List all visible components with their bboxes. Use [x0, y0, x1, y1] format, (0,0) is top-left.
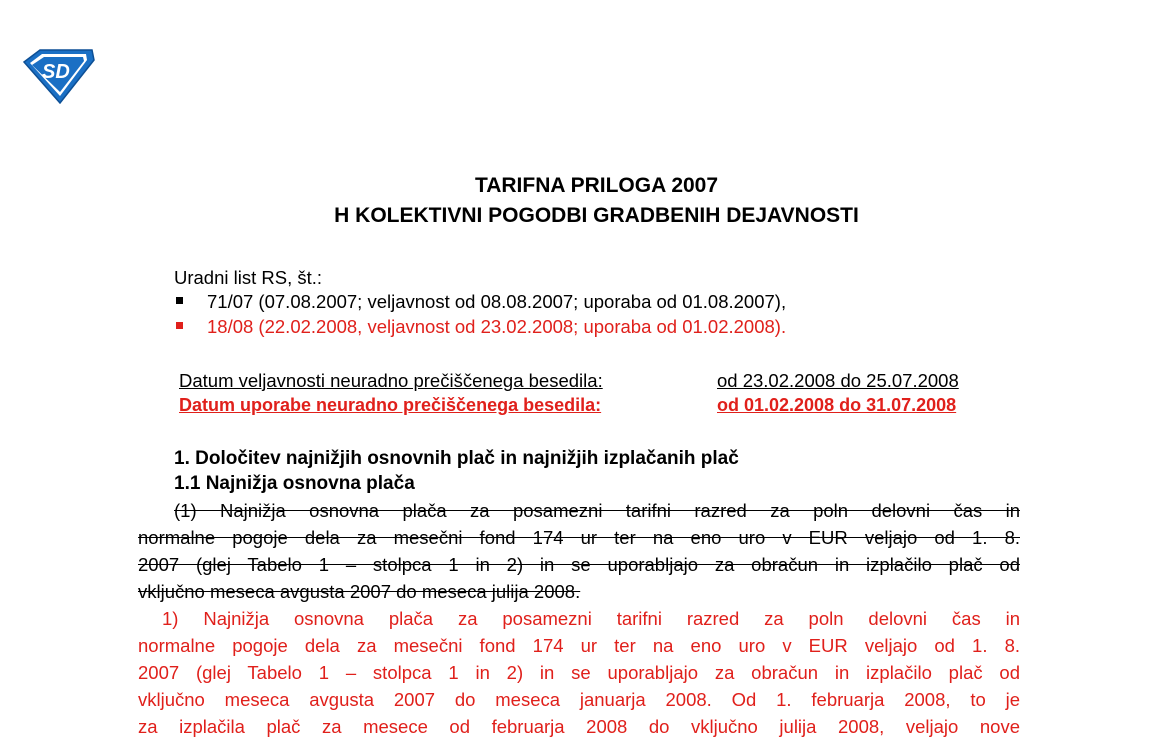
new-paragraph-line: normalne pogoje dela za mesečni fond 174 ur ter na eno uro v EUR veljajo od 1. 8. [138, 635, 1020, 656]
gazette-label: Uradni list RS, št.: [174, 267, 323, 288]
section-1-1-heading: 1.1 Najnižja osnovna plača [174, 473, 415, 494]
old-paragraph-line: normalne pogoje dela za mesečni fond 174 ur ter na eno uro v EUR veljajo od 1. 8. [138, 527, 1020, 548]
old-paragraph-line: vključno meseca avgusta 2007 do meseca julija 2008. [138, 581, 581, 602]
section-1-heading: 1. Določitev najnižjih osnovnih plač in najnižjih izplačanih plač [174, 448, 739, 469]
new-paragraph-line: vključno meseca avgusta 2007 do meseca januarja 2008. Od 1. februarja 2008, to je [138, 689, 1020, 710]
old-paragraph-line: (1) Najnižja osnovna plača za posamezni tarifni razred za poln delovni čas in [174, 500, 1020, 521]
bullet-icon [176, 322, 183, 329]
usage-value: od 01.02.2008 do 31.07.2008 [717, 395, 957, 415]
company-logo-icon [22, 48, 96, 104]
usage-label: Datum uporabe neuradno prečiščenega besedila: [179, 395, 602, 415]
bullet-icon [176, 297, 183, 304]
validity-value: od 23.02.2008 do 25.07.2008 [717, 370, 959, 391]
logo-lettering: SD [42, 61, 70, 83]
document-title-line2: H KOLEKTIVNI POGODBI GRADBENIH DEJAVNOSTI [334, 204, 859, 227]
new-paragraph-line: za izplačila plač za mesece od februarja 2008 do vključno julija 2008, veljajo nove [138, 716, 1020, 737]
new-paragraph-line: 1) Najnižja osnovna plača za posamezni tarifni razred za poln delovni čas in [162, 608, 1020, 629]
old-paragraph-line: 2007 (glej Tabelo 1 – stolpca 1 in 2) in se uporabljajo za obračun in izplačilo plač od [138, 554, 1020, 575]
document-title-line1: TARIFNA PRILOGA 2007 [474, 174, 719, 197]
validity-label: Datum veljavnosti neuradno prečiščenega besedila: [179, 370, 603, 391]
new-paragraph-line: 2007 (glej Tabelo 1 – stolpca 1 in 2) in se uporabljajo za obračun in izplačilo plač od [138, 662, 1020, 683]
gazette-item-2: 18/08 (22.02.2008, veljavnost od 23.02.2008; uporaba od 01.02.2008). [207, 316, 787, 337]
gazette-item-1: 71/07 (07.08.2007; veljavnost od 08.08.2007; uporaba od 01.08.2007), [207, 291, 787, 312]
